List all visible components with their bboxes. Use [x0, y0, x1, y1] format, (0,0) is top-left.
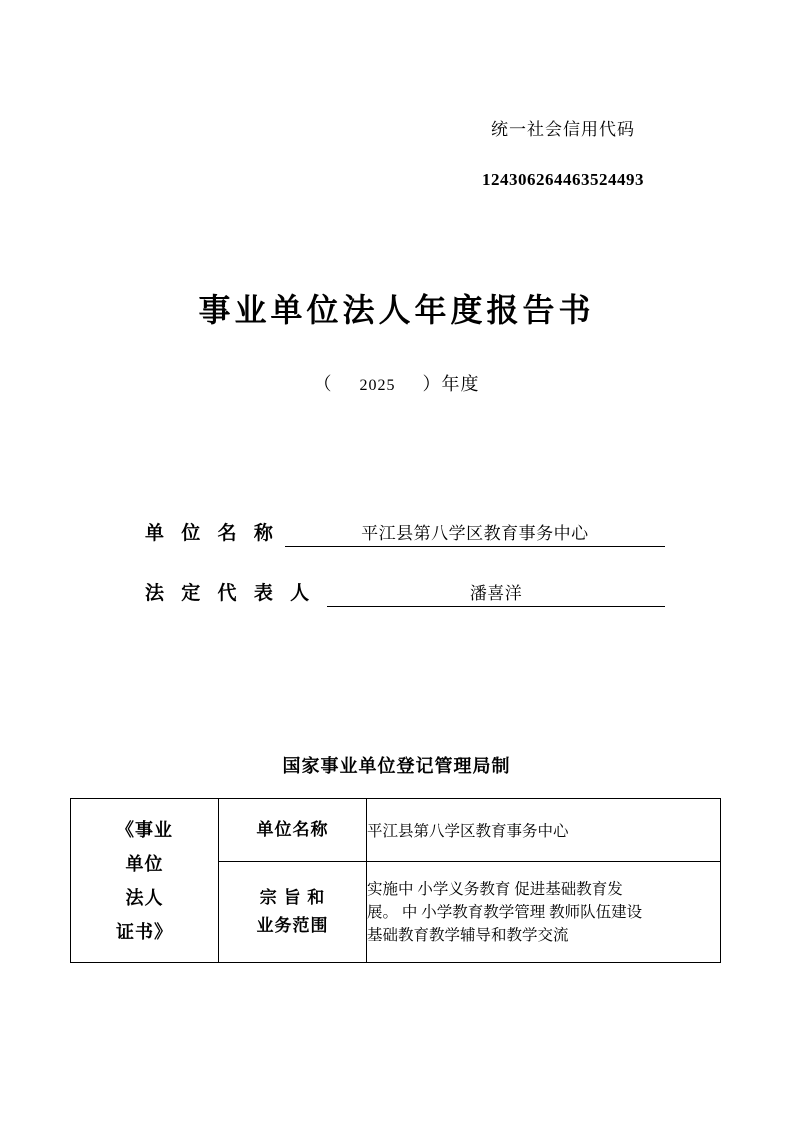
issuer-line: 国家事业单位登记管理局制 — [282, 756, 511, 776]
credit-code-value: 124306264463524493 — [482, 170, 644, 189]
year-value: 2025 — [359, 377, 396, 394]
year-open-paren: （ — [313, 374, 333, 394]
table-row — [71, 799, 721, 862]
credit-code-label: 统一社会信用代码 — [491, 120, 635, 139]
year-close-paren: ）年度 — [422, 374, 480, 394]
legal-rep-label: 法 定 代 表 人 — [145, 583, 316, 604]
cert-title-line-4: 证书》 — [116, 921, 173, 942]
unit-name-row — [145, 518, 665, 547]
row-label-scope-line-2: 业务范围 — [256, 916, 329, 935]
cert-title-line-3: 法人 — [125, 887, 164, 908]
row-value-scope — [367, 862, 721, 963]
row-label-scope — [219, 862, 367, 963]
unit-name-label: 单 位 名 称 — [145, 523, 279, 544]
certificate-title-cell — [71, 799, 219, 963]
scope-line-2: 展。 中 小学教育教学管理 教师队伍建设 — [367, 903, 643, 921]
certificate-table — [70, 798, 721, 963]
cert-title-line-2: 单位 — [125, 853, 164, 874]
unit-name-value: 平江县第八学区教育事务中心 — [285, 519, 665, 547]
cert-title-line-1: 《事业 — [116, 819, 173, 840]
row-label-scope-line-1: 宗 旨 和 — [259, 888, 326, 907]
scope-line-1: 实施中 小学义务教育 促进基础教育发 — [367, 880, 623, 898]
row-value-unit-name: 平江县第八学区教育事务中心 — [367, 799, 721, 862]
row-label-unit-name: 单位名称 — [219, 799, 367, 862]
page-title: 事业单位法人年度报告书 — [198, 292, 595, 328]
scope-line-3: 基础教育教学辅导和教学交流 — [367, 926, 569, 944]
legal-rep-row — [145, 578, 665, 607]
credit-code-block — [433, 118, 693, 192]
legal-rep-value: 潘喜洋 — [327, 579, 665, 607]
year-line — [0, 370, 793, 396]
